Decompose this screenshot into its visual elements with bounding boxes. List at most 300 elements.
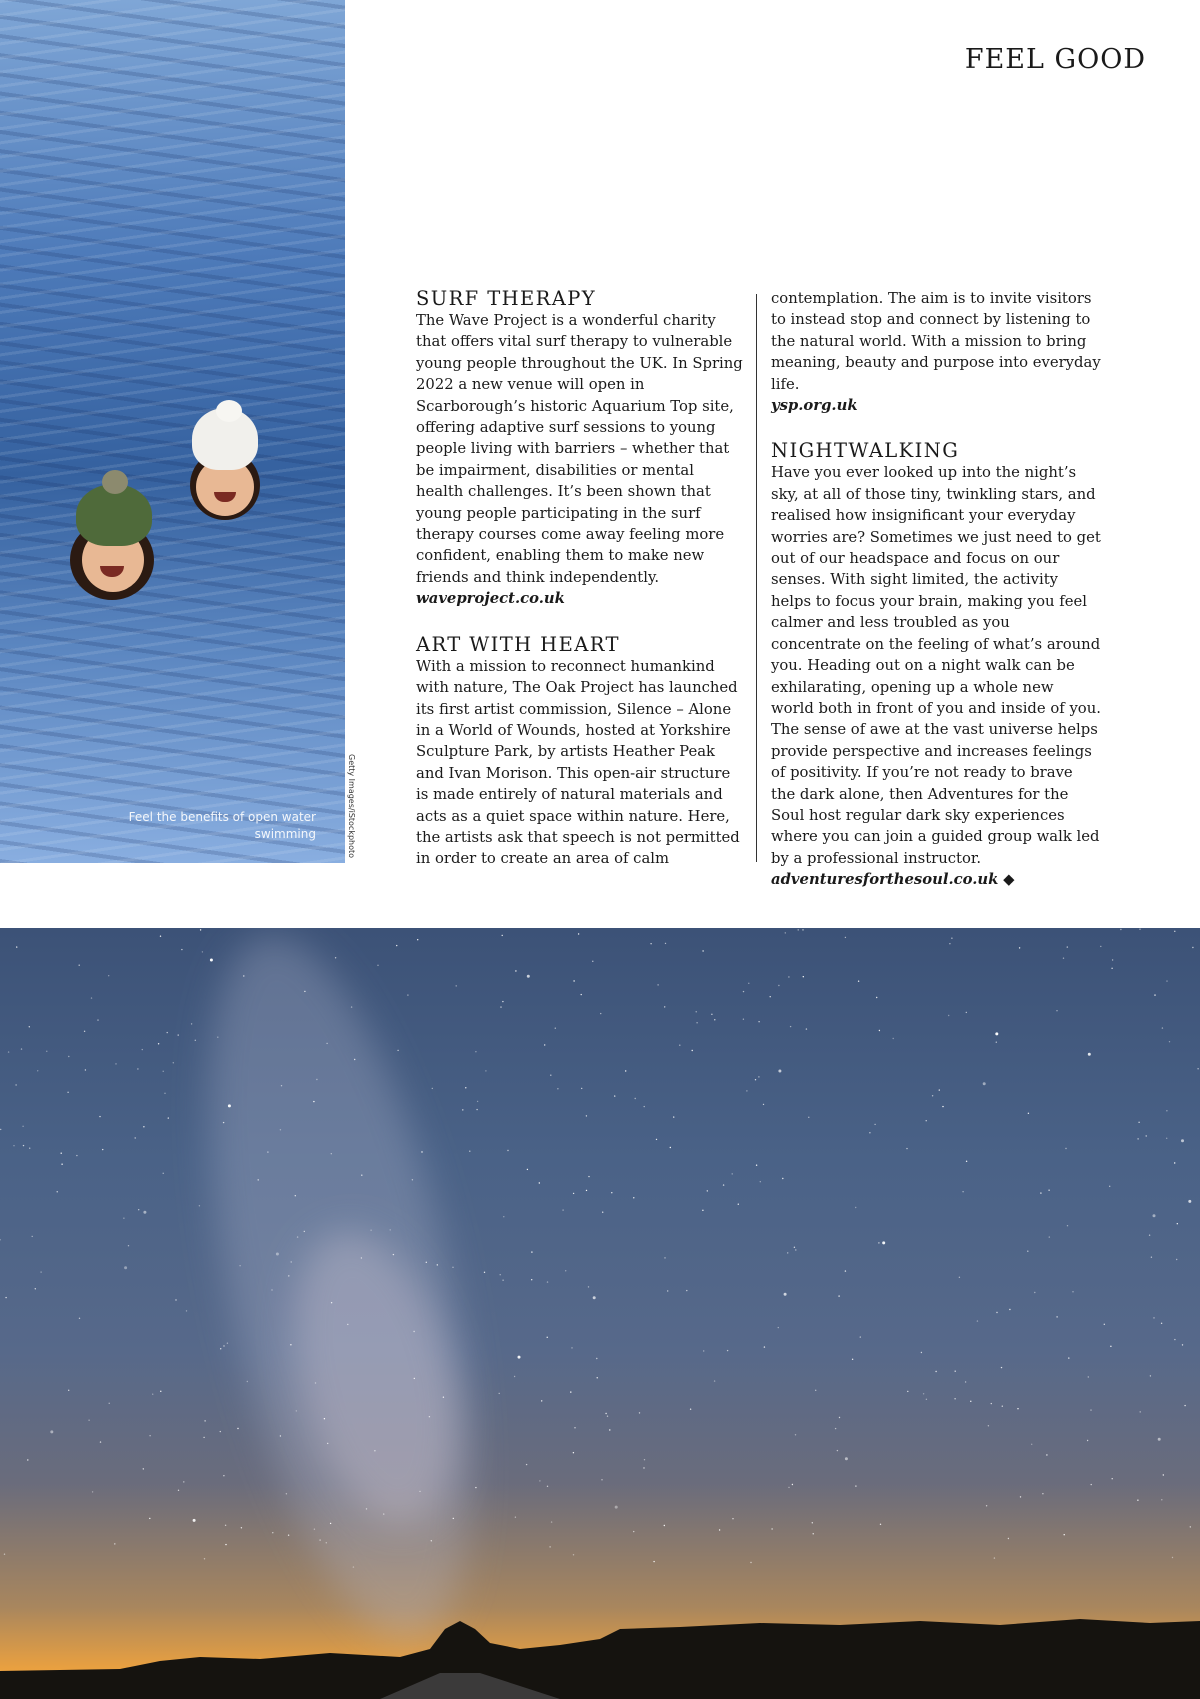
star xyxy=(592,961,593,962)
star xyxy=(1027,1251,1028,1252)
star xyxy=(551,1521,552,1522)
star xyxy=(515,970,516,971)
star xyxy=(1056,1010,1057,1011)
star xyxy=(966,1161,967,1162)
star xyxy=(923,1393,924,1394)
star xyxy=(696,1022,697,1023)
article-link[interactable]: adventuresforthesoul.co.uk xyxy=(771,871,999,889)
star xyxy=(588,1286,589,1287)
star xyxy=(354,1059,355,1060)
star xyxy=(314,1529,315,1530)
star xyxy=(296,1410,297,1411)
star xyxy=(714,1019,715,1020)
star xyxy=(477,1101,478,1102)
star xyxy=(788,976,789,977)
star xyxy=(541,1400,542,1401)
star xyxy=(1161,1499,1162,1500)
star xyxy=(100,1441,101,1442)
star xyxy=(667,1290,668,1291)
star xyxy=(1046,1454,1047,1455)
star xyxy=(696,1011,697,1012)
treeline-silhouette xyxy=(0,1599,1200,1699)
star xyxy=(531,1279,532,1280)
star xyxy=(611,1192,612,1193)
star xyxy=(84,1031,85,1032)
star xyxy=(644,1106,645,1107)
star xyxy=(1172,1557,1173,1558)
star xyxy=(304,991,305,992)
star xyxy=(475,1051,476,1052)
star xyxy=(547,1281,548,1282)
star xyxy=(331,1302,332,1303)
star xyxy=(163,1173,164,1174)
star xyxy=(167,1032,168,1033)
star xyxy=(1176,1259,1177,1260)
star xyxy=(625,1070,626,1071)
star xyxy=(149,1435,150,1436)
star xyxy=(893,1038,894,1039)
star xyxy=(1100,946,1101,947)
star xyxy=(204,1558,205,1559)
star xyxy=(907,1391,908,1392)
star xyxy=(453,1518,454,1519)
star xyxy=(656,1139,657,1140)
star xyxy=(1174,1339,1175,1340)
star xyxy=(1087,1440,1088,1441)
star xyxy=(390,1229,391,1230)
star xyxy=(760,1181,761,1182)
star xyxy=(1163,1474,1164,1475)
star xyxy=(1112,1478,1113,1479)
star xyxy=(673,1116,674,1117)
star xyxy=(50,1430,53,1433)
photo-caption: Feel the benefits of open water swimming xyxy=(128,810,316,841)
star xyxy=(808,1117,809,1118)
star xyxy=(1158,1438,1161,1441)
star xyxy=(1067,1225,1068,1226)
star xyxy=(1034,1292,1035,1293)
star xyxy=(942,1106,943,1107)
star xyxy=(664,1525,665,1526)
star xyxy=(228,1104,231,1107)
article-heading: SURF THERAPY xyxy=(416,287,597,310)
star xyxy=(1153,1214,1156,1217)
star xyxy=(1181,1139,1184,1142)
swimmer-green-hat xyxy=(60,470,170,600)
star xyxy=(1104,1324,1105,1325)
star xyxy=(939,1089,940,1090)
star xyxy=(503,1216,504,1217)
star xyxy=(815,1390,816,1391)
star xyxy=(1048,1190,1049,1191)
star xyxy=(476,1109,477,1110)
star xyxy=(1040,1192,1041,1193)
star xyxy=(763,1104,764,1105)
star xyxy=(109,1403,110,1404)
star xyxy=(1110,1346,1111,1347)
star xyxy=(756,1165,757,1166)
star xyxy=(142,1049,143,1050)
star xyxy=(1166,1110,1167,1111)
article-link[interactable]: ysp.org.uk xyxy=(771,397,858,415)
star xyxy=(738,1204,739,1205)
star xyxy=(29,1148,30,1149)
star xyxy=(258,1179,259,1180)
star xyxy=(290,1344,291,1345)
star xyxy=(220,1348,221,1349)
swimming-photo xyxy=(0,0,345,863)
star xyxy=(1056,1316,1057,1317)
star xyxy=(1112,959,1113,960)
star xyxy=(135,1137,136,1138)
star xyxy=(954,1398,955,1399)
star xyxy=(1020,1496,1021,1497)
star xyxy=(67,1092,68,1093)
star xyxy=(755,1079,756,1080)
star xyxy=(1091,1484,1092,1485)
star xyxy=(607,1416,608,1417)
star xyxy=(143,1126,144,1127)
star xyxy=(203,1437,204,1438)
star xyxy=(926,1399,927,1400)
star xyxy=(414,1378,415,1379)
star xyxy=(183,1481,184,1482)
star xyxy=(838,1295,839,1296)
star xyxy=(437,1264,438,1265)
star xyxy=(996,1042,997,1043)
star xyxy=(539,1182,540,1183)
star xyxy=(175,1299,176,1300)
star xyxy=(200,929,201,930)
star xyxy=(795,1434,796,1435)
star xyxy=(1137,1500,1138,1501)
article-body: contemplation. The aim is to invite visitors to instead stop and connect by listening to the natural world. With a mission to bring meaning, beauty and purpose into everyday life. xyxy=(771,290,1101,393)
star xyxy=(879,1030,880,1031)
star xyxy=(539,1480,540,1481)
star xyxy=(227,1343,228,1344)
star xyxy=(1111,968,1112,969)
star xyxy=(57,1191,58,1192)
star xyxy=(782,1178,783,1179)
star xyxy=(46,1051,47,1052)
star xyxy=(91,997,92,998)
star xyxy=(798,929,799,930)
star xyxy=(195,1040,196,1041)
star xyxy=(664,1257,665,1258)
star xyxy=(855,1485,856,1486)
star xyxy=(353,1566,354,1567)
star xyxy=(1192,947,1193,948)
star xyxy=(1146,1135,1147,1136)
star xyxy=(502,1001,503,1002)
star xyxy=(374,1450,375,1451)
star xyxy=(670,1147,671,1148)
star xyxy=(143,1211,146,1214)
star xyxy=(531,1251,532,1252)
star xyxy=(515,1517,516,1518)
star xyxy=(68,1056,69,1057)
star xyxy=(239,1265,240,1266)
star xyxy=(331,1153,332,1154)
star xyxy=(1151,1257,1152,1258)
star xyxy=(547,1486,548,1487)
star xyxy=(443,1397,444,1398)
star xyxy=(316,1079,317,1080)
star xyxy=(217,1037,218,1038)
star xyxy=(951,938,952,939)
article-link[interactable]: waveproject.co.uk xyxy=(416,590,565,608)
star xyxy=(1109,1186,1110,1187)
star xyxy=(1042,1493,1043,1494)
star xyxy=(869,1132,870,1133)
star xyxy=(1154,994,1155,995)
star xyxy=(40,1271,41,1272)
star xyxy=(602,1212,603,1213)
star xyxy=(1139,929,1140,930)
star xyxy=(845,937,846,938)
star xyxy=(280,1129,281,1130)
star xyxy=(102,1149,103,1150)
star xyxy=(665,943,666,944)
star xyxy=(1174,931,1175,932)
star xyxy=(313,1101,314,1102)
star xyxy=(790,1026,791,1027)
star xyxy=(855,1207,856,1208)
star xyxy=(280,1435,281,1436)
star xyxy=(1197,1068,1198,1069)
star xyxy=(573,1554,574,1555)
star xyxy=(456,985,457,986)
star xyxy=(653,1561,654,1562)
star xyxy=(932,1095,933,1096)
star xyxy=(315,1382,316,1383)
star xyxy=(173,1062,174,1063)
star xyxy=(1067,946,1068,947)
star xyxy=(223,1345,224,1346)
star xyxy=(707,1190,708,1191)
star xyxy=(1072,1291,1073,1292)
star xyxy=(1063,958,1064,959)
star xyxy=(1153,1317,1154,1318)
star xyxy=(272,1532,273,1533)
star xyxy=(123,1218,124,1219)
star xyxy=(326,1043,327,1044)
star-field xyxy=(0,928,1200,1568)
star xyxy=(550,1075,551,1076)
star xyxy=(225,1525,226,1526)
star xyxy=(876,997,877,998)
star xyxy=(1161,1323,1162,1324)
star xyxy=(37,1070,38,1071)
star xyxy=(210,959,213,962)
article-heading: NIGHTWALKING xyxy=(771,439,960,463)
star xyxy=(29,1026,30,1027)
star xyxy=(743,991,744,992)
star xyxy=(549,1546,550,1547)
star xyxy=(407,994,408,995)
star xyxy=(526,1464,527,1465)
star xyxy=(878,1242,879,1243)
star xyxy=(983,1082,986,1085)
star xyxy=(544,1044,545,1045)
star xyxy=(874,1124,875,1125)
star xyxy=(396,945,397,946)
star xyxy=(1190,1526,1191,1527)
star xyxy=(806,1028,807,1029)
star xyxy=(85,1069,86,1070)
star xyxy=(557,1088,558,1089)
section-label: FEEL GOOD xyxy=(964,44,1146,75)
star xyxy=(288,1275,289,1276)
star xyxy=(657,984,658,985)
star xyxy=(711,1014,712,1015)
star xyxy=(397,1050,398,1051)
star xyxy=(788,1487,789,1488)
star xyxy=(692,1050,693,1051)
star xyxy=(108,975,109,976)
star xyxy=(193,1519,196,1522)
star xyxy=(906,1148,907,1149)
article-art-with-heart-continued xyxy=(771,288,1101,416)
star xyxy=(1162,1027,1163,1028)
star xyxy=(351,1006,352,1007)
star xyxy=(727,1350,728,1351)
column-divider xyxy=(756,294,757,862)
star xyxy=(160,936,161,937)
end-mark: ◆ xyxy=(1003,871,1015,889)
star xyxy=(421,1151,422,1152)
star xyxy=(465,1087,466,1088)
star xyxy=(1169,1041,1170,1042)
star xyxy=(813,1533,814,1534)
star xyxy=(79,1318,80,1319)
star xyxy=(644,1459,645,1460)
star xyxy=(565,1270,566,1271)
star xyxy=(1140,1411,1141,1412)
star xyxy=(92,1491,93,1492)
star xyxy=(858,981,859,982)
star xyxy=(571,1347,572,1348)
star xyxy=(596,1358,597,1359)
star xyxy=(758,1076,759,1077)
star xyxy=(0,1239,1,1240)
star xyxy=(1188,1200,1191,1203)
star xyxy=(326,1542,327,1543)
star xyxy=(601,1479,602,1480)
star xyxy=(770,996,771,997)
star xyxy=(614,1095,615,1096)
star xyxy=(635,1098,636,1099)
star xyxy=(581,994,582,995)
star xyxy=(76,1155,77,1156)
text-column-left xyxy=(416,288,744,870)
star xyxy=(802,929,803,930)
star xyxy=(181,949,182,950)
star xyxy=(324,1418,325,1419)
star xyxy=(639,1412,640,1413)
star xyxy=(996,1312,997,1313)
star xyxy=(1137,1138,1138,1139)
star xyxy=(22,1126,23,1127)
star xyxy=(1049,1236,1050,1237)
star xyxy=(935,1371,936,1372)
star xyxy=(714,1380,715,1381)
star xyxy=(743,1019,744,1020)
star xyxy=(812,1522,813,1523)
star xyxy=(792,1484,793,1485)
star xyxy=(1090,1409,1091,1410)
star xyxy=(68,1390,69,1391)
article-art-with-heart xyxy=(416,634,744,870)
star xyxy=(746,1090,747,1091)
star xyxy=(27,1459,28,1460)
star xyxy=(574,1427,575,1428)
star xyxy=(1009,1309,1010,1310)
star xyxy=(994,1557,995,1558)
star xyxy=(586,1190,587,1191)
star xyxy=(16,946,17,947)
star xyxy=(795,1249,796,1250)
star xyxy=(1177,1223,1178,1224)
star xyxy=(784,1293,787,1296)
article-surf-therapy xyxy=(416,288,744,610)
star xyxy=(199,1205,200,1206)
star xyxy=(703,1350,704,1351)
star xyxy=(778,1070,781,1073)
star xyxy=(600,1013,601,1014)
star xyxy=(158,1043,159,1044)
star xyxy=(462,1109,463,1110)
star xyxy=(149,1518,150,1519)
star xyxy=(1064,1534,1065,1535)
star xyxy=(1149,1235,1150,1236)
star xyxy=(527,975,530,978)
star xyxy=(778,1327,779,1328)
star xyxy=(1184,1405,1185,1406)
star xyxy=(267,1151,268,1152)
star xyxy=(225,1544,226,1545)
star xyxy=(370,1230,371,1231)
star xyxy=(178,1490,179,1491)
star xyxy=(186,1310,187,1311)
star xyxy=(771,1528,772,1529)
star xyxy=(839,1417,840,1418)
star xyxy=(99,1116,100,1117)
star xyxy=(291,1261,292,1262)
star xyxy=(1017,1408,1018,1409)
star xyxy=(61,1153,62,1154)
star xyxy=(518,1356,521,1359)
star xyxy=(502,1280,503,1281)
star xyxy=(168,1117,169,1118)
star xyxy=(366,1508,367,1509)
star xyxy=(633,1197,634,1198)
star xyxy=(845,1270,846,1271)
star xyxy=(5,1297,6,1298)
star xyxy=(1001,1367,1002,1368)
star xyxy=(573,1193,574,1194)
article-nightwalking xyxy=(771,440,1101,890)
star xyxy=(335,957,336,958)
star xyxy=(1031,1444,1032,1445)
star xyxy=(288,1535,289,1536)
star xyxy=(1166,980,1167,981)
star xyxy=(750,1562,751,1563)
star xyxy=(1150,1375,1151,1376)
star xyxy=(191,1023,192,1024)
star xyxy=(764,1346,765,1347)
star xyxy=(115,1063,116,1064)
